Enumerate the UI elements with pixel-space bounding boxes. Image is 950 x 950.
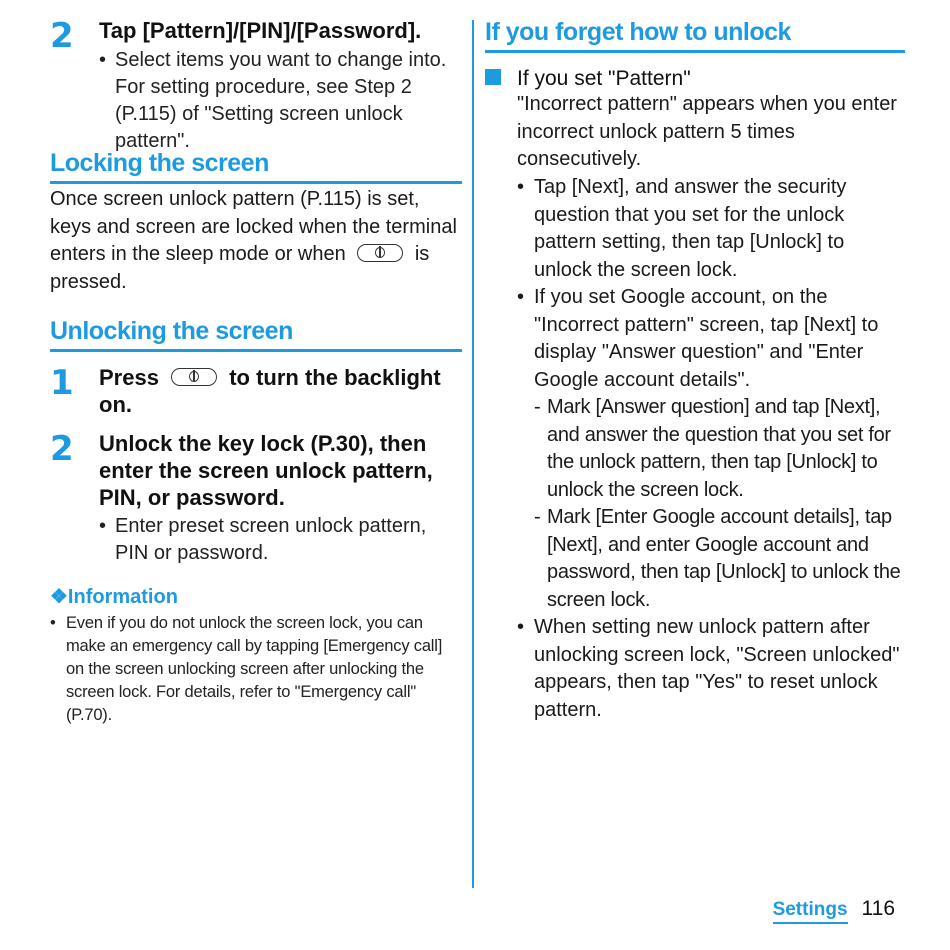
square-marker-icon bbox=[485, 69, 501, 85]
section-heading-locking: Locking the screen bbox=[50, 147, 462, 184]
intro-paragraph: "Incorrect pattern" appears when you enter incorrect unlock pattern 5 times consecutively. bbox=[517, 93, 897, 170]
information-item: • Even if you do not unlock the screen lock, you can make an emergency call by tapping [Emergency call] on the screen unlocking screen after unlocking the screen lock. For details, refer to "Emergency call" (P.70). bbox=[50, 612, 462, 727]
bullet-google-account: • If you set Google account, on the "Incorrect pattern" screen, tap [Next] to display "Answer question" and "Enter Google account details". bbox=[517, 284, 905, 394]
information-heading: ❖Information bbox=[50, 586, 178, 608]
step-title-part-2: to turn the backlight on. bbox=[99, 365, 441, 417]
step-title: Tap [Pattern]/[PIN]/[Password]. bbox=[99, 18, 422, 43]
power-key-icon bbox=[171, 368, 217, 386]
dash-google-details: - Mark [Enter Google account details], tap [Next], and enter Google account and password, then tap [Unlock] to unlock the screen lock. bbox=[534, 504, 905, 614]
step-number: 2 bbox=[50, 16, 74, 56]
column-divider bbox=[472, 20, 474, 888]
step-number: 1 bbox=[50, 363, 74, 403]
bullet-new-pattern: • When setting new unlock pattern after unlocking screen lock, "Screen unlocked" appears, then tap "Yes" to reset unlock pattern. bbox=[517, 614, 905, 724]
step-number: 2 bbox=[50, 429, 74, 469]
step-title bbox=[99, 364, 462, 418]
subheading-pattern bbox=[485, 65, 905, 92]
page-number: 116 bbox=[861, 897, 895, 920]
step-title-part-1: Press bbox=[99, 365, 159, 390]
power-key-icon bbox=[357, 244, 403, 262]
step-bullet: • Select items you want to change into. For setting procedure, see Step 2 (P.115) of "Setting screen unlock pattern". bbox=[99, 47, 462, 155]
section-heading-unlocking: Unlocking the screen bbox=[50, 315, 462, 352]
locking-text-2: is pressed. bbox=[50, 243, 430, 293]
dash-answer-question: - Mark [Answer question] and tap [Next], and answer the question that you set for the unlock pattern, then tap [Unlock] to unlock the screen lock. bbox=[534, 394, 905, 504]
step-1-press-key bbox=[50, 364, 462, 418]
locking-paragraph bbox=[50, 186, 462, 296]
step-2-select-type bbox=[50, 17, 462, 155]
section-heading-forget-unlock: If you forget how to unlock bbox=[485, 16, 905, 53]
bullet-security-question: • Tap [Next], and answer the security question that you set for the unlock pattern setting, then tap [Unlock] to unlock the screen lock. bbox=[517, 174, 905, 284]
page-footer bbox=[773, 897, 895, 924]
footer-section-link[interactable]: Settings bbox=[773, 898, 848, 924]
step-bullet: • Enter preset screen unlock pattern, PIN or password. bbox=[99, 513, 462, 567]
subheading-text: If you set "Pattern" bbox=[517, 67, 691, 90]
step-2-unlock bbox=[50, 430, 462, 567]
locking-text-1: Once screen unlock pattern (P.115) is set, keys and screen are locked when the terminal enters in the sleep mode or when bbox=[50, 188, 457, 265]
step-title: Unlock the key lock (P.30), then enter the screen unlock pattern, PIN, or password. bbox=[99, 431, 433, 510]
